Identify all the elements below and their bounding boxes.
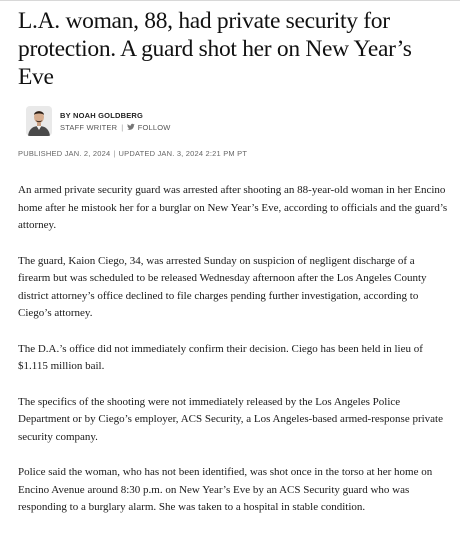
author-role-row	[60, 122, 171, 134]
published-date: PUBLISHED JAN. 2, 2024	[18, 149, 111, 158]
headline: L.A. woman, 88, had private security for protection. A guard shot her on New Year’s Eve	[18, 8, 412, 90]
twitter-bird-icon	[127, 123, 135, 131]
article-body	[18, 182, 448, 517]
updated-date: UPDATED JAN. 3, 2024 2:21 PM PT	[118, 149, 248, 158]
article-page	[18, 7, 448, 535]
author-role: STAFF WRITER	[60, 123, 118, 132]
dateline	[18, 148, 448, 160]
byline-text	[60, 110, 171, 134]
article-paragraph: The specifics of the shooting were not immediately released by the Los Angeles Police Department or by Ciego’s employer, ACS Security, a Los Angeles-based armed-response private security company.	[18, 395, 443, 443]
author-avatar[interactable]	[26, 106, 52, 136]
author-photo-icon	[26, 106, 52, 136]
article-paragraph: Police said the woman, who has not been identified, was shot once in the torso at her home on Encino Avenue around 8:30 p.m. on New Year’s Eve by an ACS Security guard who was responding to a burglary alarm. She was taken to a hospital in stable condition.	[18, 466, 433, 513]
article-paragraph: The D.A.’s office did not immediately confirm their decision. Ciego has been held in lieu of $1.115 million bail.	[18, 342, 423, 372]
byline	[18, 106, 448, 140]
article-paragraph: An armed private security guard was arrested after shooting an 88-year-old woman in her Encino home after he mistook her for a burglar on New Year’s Eve, according to officials and the guard’s attorney.	[18, 184, 448, 231]
follow-link[interactable]: FOLLOW	[137, 123, 171, 132]
article-paragraph: The guard, Kaion Ciego, 34, was arrested Sunday on suspicion of negligent discharge of a firearm but was scheduled to be released Wednesday afternoon after the Los Angeles County district attorney’s office declined to file charges pending further investigation, according to Ciego’s attorney.	[18, 254, 427, 319]
author-name[interactable]: BY NOAH GOLDBERG	[60, 111, 144, 120]
separator: |	[113, 149, 116, 158]
separator: |	[121, 123, 124, 132]
top-divider	[0, 0, 460, 1]
